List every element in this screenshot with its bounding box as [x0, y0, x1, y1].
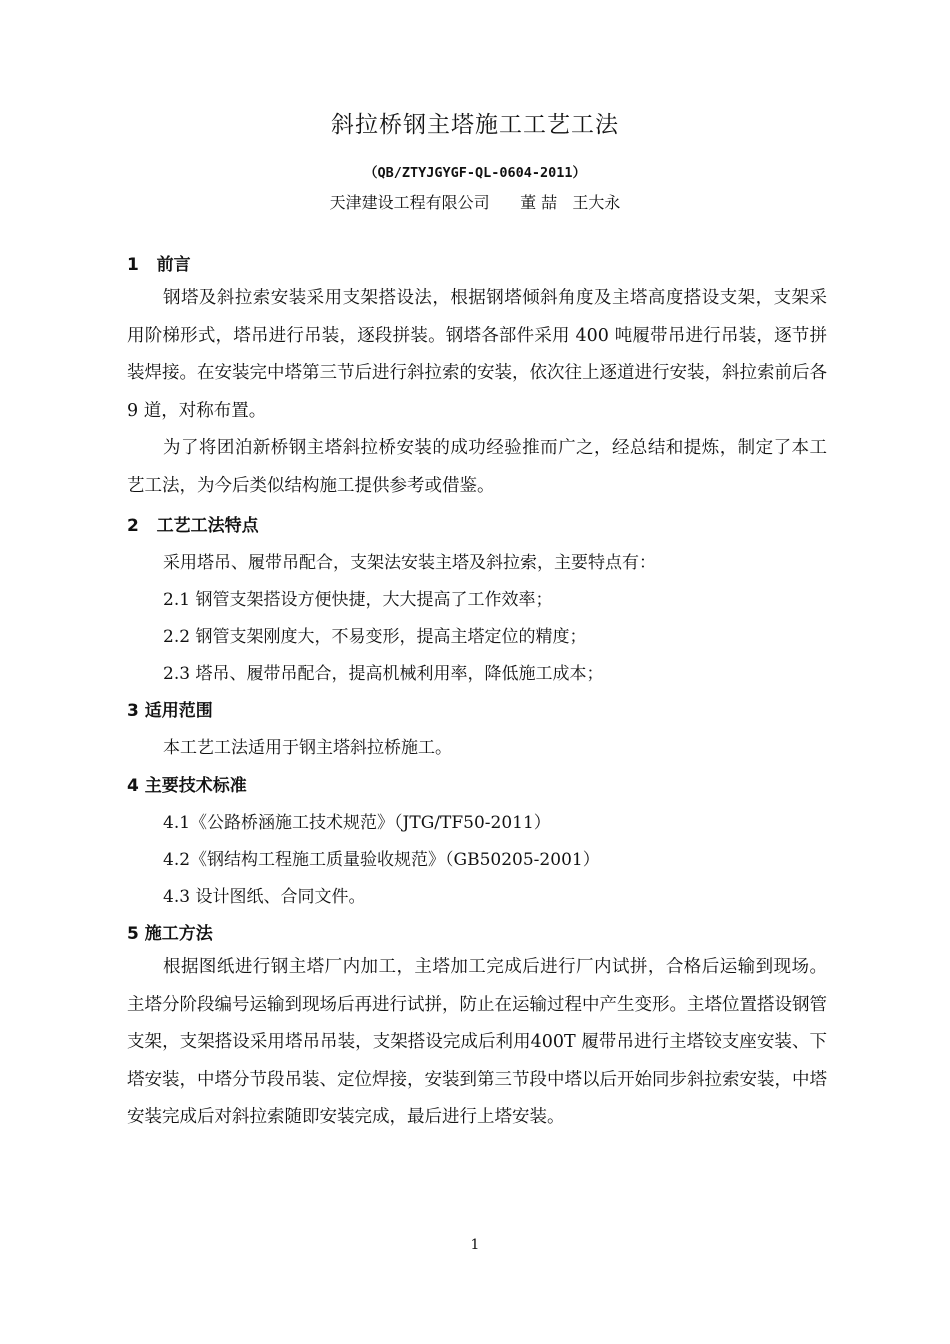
section-5-heading: 5 施工方法 [127, 924, 213, 944]
document-authors: 天津建设工程有限公司 董 喆 王大永 [329, 193, 621, 212]
section-5-paragraph-1: 根据图纸进行钢主塔厂内加工，主塔加工完成后进行厂内试拼，合格后运输到现场。主塔分阶段编号运输到现场后再进行试拼，防止在运输过程中产生变形。主塔位置搭设钢管支架，支架搭设采用塔吊吊装，支架搭设完成后利用400T 履带吊进行主塔铰支座安装、下塔安装，中塔分节段吊装、定位焊接，安装到第三节段中塔以后开始同步斜拉索安装，中塔安装完成后对斜拉索随即安装完成，最后进行上塔安装。 [127, 957, 827, 1127]
section-2-heading: 2 工艺工法特点 [127, 516, 259, 536]
section-4-item-1: 4.1《公路桥涵施工技术规范》（JTG/TF50-2011） [163, 813, 551, 833]
section-4-heading: 4 主要技术标准 [127, 776, 247, 796]
section-1-paragraph-2: 为了将团泊新桥钢主塔斜拉桥安装的成功经验推而广之，经总结和提炼，制定了本工艺工法，为今后类似结构施工提供参考或借鉴。 [127, 438, 827, 496]
section-4-item-2: 4.2《钢结构工程施工质量验收规范》（GB50205-2001） [163, 850, 600, 870]
section-1-paragraph-1: 钢塔及斜拉索安装采用支架搭设法，根据钢塔倾斜角度及主塔高度搭设支架，支架采用阶梯形式，塔吊进行吊装，逐段拼装。钢塔各部件采用 400 吨履带吊进行吊装，逐节拼装焊接。在安装完中塔第三节后进行斜拉索的安装，依次往上逐道进行安装，斜拉索前后各 9 道，对称布置。 [127, 288, 827, 421]
section-2-item-2: 2.2 钢管支架刚度大，不易变形，提高主塔定位的精度； [163, 627, 587, 647]
section-2-intro: 采用塔吊、履带吊配合，支架法安装主塔及斜拉索，主要特点有： [163, 553, 656, 573]
section-3-text: 本工艺工法适用于钢主塔斜拉桥施工。 [163, 738, 452, 758]
document-title: 斜拉桥钢主塔施工工艺工法 [331, 112, 619, 138]
page-number: 1 [470, 1237, 480, 1253]
section-3-heading: 3 适用范围 [127, 701, 213, 721]
section-2-item-3: 2.3 塔吊、履带吊配合，提高机械利用率，降低施工成本； [163, 664, 604, 684]
section-2-item-1: 2.1 钢管支架搭设方便快捷，大大提高了工作效率； [163, 590, 553, 610]
section-1-heading: 1 前言 [127, 255, 191, 275]
document-code: （QB/ZTYJGYGF-QL-0604-2011） [363, 165, 587, 181]
section-4-item-3: 4.3 设计图纸、合同文件。 [163, 887, 366, 907]
